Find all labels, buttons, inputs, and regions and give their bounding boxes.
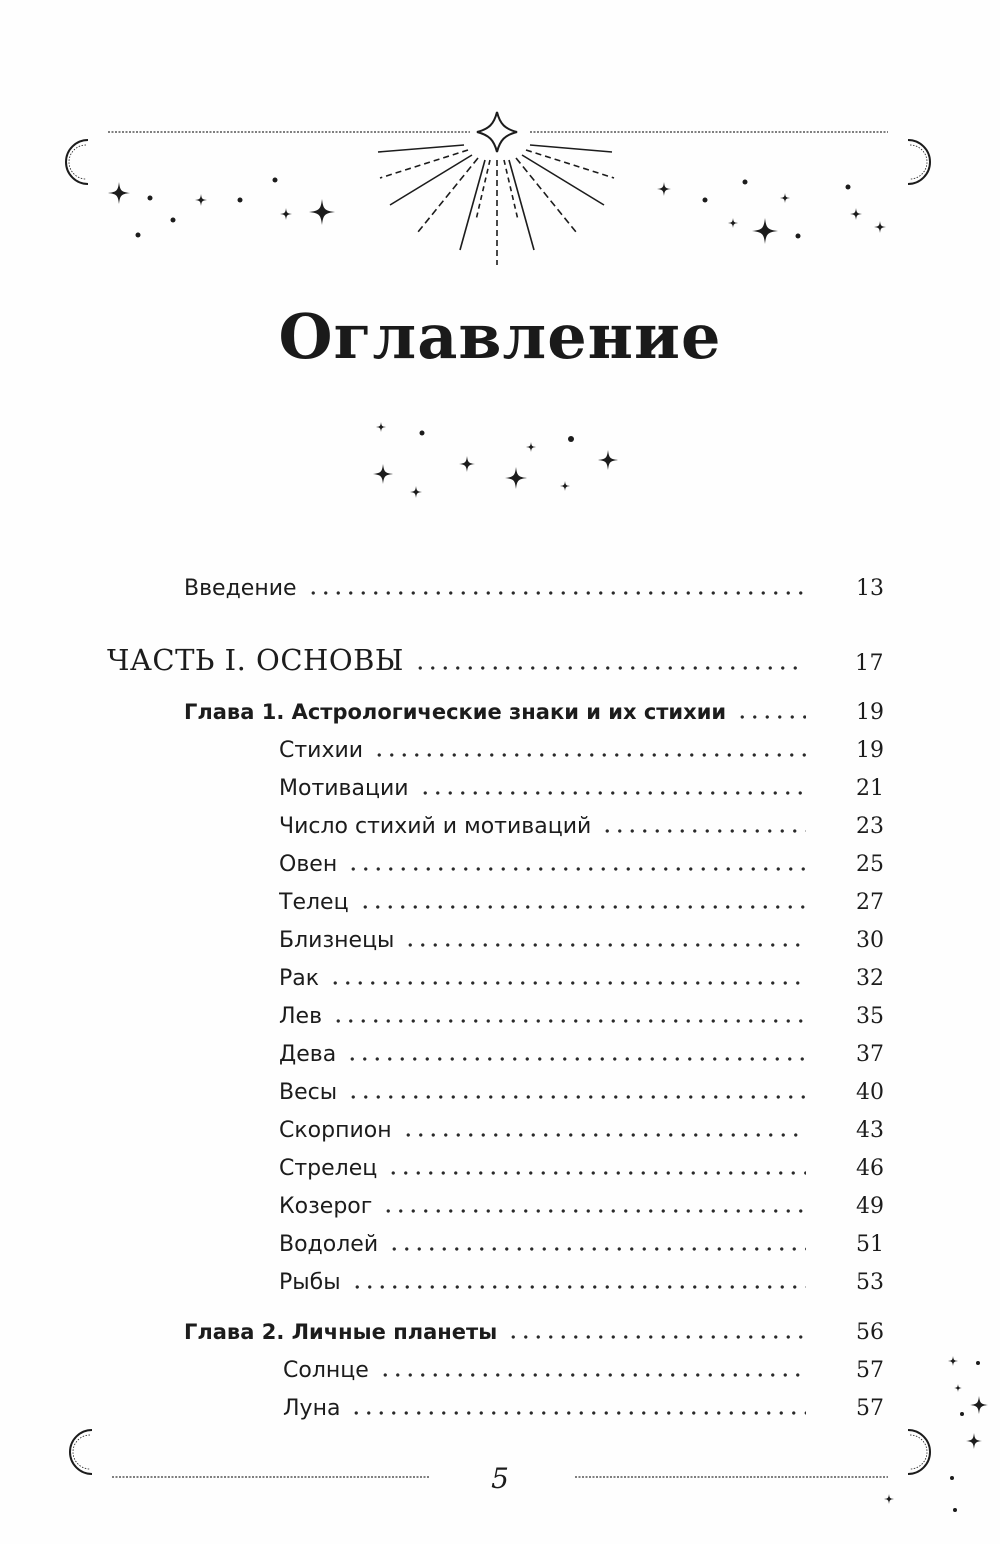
toc-entry-chapter-1[interactable] [184, 700, 884, 738]
toc-label: Близнецы [279, 928, 404, 953]
toc-entry-taurus[interactable] [279, 890, 884, 928]
toc-label: Луна [283, 1396, 350, 1421]
crescent-moon-icon [66, 140, 88, 184]
dot-leader [379, 1373, 806, 1377]
toc-page: 19 [856, 738, 884, 763]
toc-entry-leo[interactable] [279, 1004, 884, 1042]
toc-label: Овен [279, 852, 347, 877]
toc-page: 43 [856, 1118, 884, 1143]
crescent-moon-icon [908, 140, 930, 184]
toc-page: 30 [856, 928, 884, 953]
dot-leader [346, 1057, 806, 1061]
dot-leader [373, 753, 806, 757]
toc-page: 46 [856, 1156, 884, 1181]
sun-rays-ornament [378, 145, 614, 265]
toc-page: 17 [855, 651, 884, 676]
toc-label: Солнце [283, 1358, 379, 1383]
toc-page: 56 [856, 1320, 884, 1345]
toc-page: 21 [856, 776, 884, 801]
dot-leader [414, 666, 806, 670]
toc-page: 25 [856, 852, 884, 877]
dot-leader [388, 1247, 806, 1251]
dot-leader [736, 715, 806, 719]
dot-leader [404, 943, 806, 947]
toc-label: Козерог [279, 1194, 382, 1219]
toc-label: Весы [279, 1080, 347, 1105]
dot-leader [359, 905, 806, 909]
dot-leader [347, 1095, 806, 1099]
toc-page: 37 [856, 1042, 884, 1067]
dot-leader [387, 1171, 806, 1175]
star-dot-icon [108, 178, 886, 245]
toc-label: Дева [279, 1042, 346, 1067]
toc-entry-number-of-elements[interactable] [279, 814, 884, 852]
toc-entry-introduction[interactable] [184, 576, 884, 614]
toc-page: 32 [856, 966, 884, 991]
toc-page: 51 [856, 1232, 884, 1257]
star-dot-icon [373, 422, 618, 498]
toc-page: 23 [856, 814, 884, 839]
toc-entry-aries[interactable] [279, 852, 884, 890]
toc-label: Введение [184, 576, 307, 601]
toc-label: Скорпион [279, 1118, 402, 1143]
dot-leader [347, 867, 806, 871]
toc-entry-sagittarius[interactable] [279, 1156, 884, 1194]
toc-entry-cancer[interactable] [279, 966, 884, 1004]
dot-leader [351, 1285, 806, 1289]
toc-label: Телец [279, 890, 359, 915]
toc-page: 35 [856, 1004, 884, 1029]
toc-page: 40 [856, 1080, 884, 1105]
toc-entry-chapter-2[interactable] [184, 1320, 884, 1358]
toc-entry-part-1[interactable] [107, 643, 884, 689]
toc-label: Стихии [279, 738, 373, 763]
dot-leader [601, 829, 806, 833]
toc-entry-sun[interactable] [283, 1358, 884, 1396]
toc-entry-gemini[interactable] [279, 928, 884, 966]
toc-entry-pisces[interactable] [279, 1270, 884, 1308]
toc-label: Глава 1. Астрологические знаки и их стихии [184, 700, 736, 724]
dot-leader [332, 1019, 806, 1023]
dot-leader [507, 1335, 806, 1339]
dot-leader [350, 1411, 806, 1415]
toc-entry-motivations[interactable] [279, 776, 884, 814]
toc-label: Число стихий и мотиваций [279, 814, 601, 839]
dot-leader [382, 1209, 806, 1213]
toc-page: 53 [856, 1270, 884, 1295]
toc-label: Водолей [279, 1232, 388, 1257]
toc-entry-libra[interactable] [279, 1080, 884, 1118]
toc-label: Рак [279, 966, 329, 991]
toc-page: 49 [856, 1194, 884, 1219]
toc-entry-elements[interactable] [279, 738, 884, 776]
toc-page: 57 [856, 1358, 884, 1383]
toc-label: Мотивации [279, 776, 419, 801]
toc-entry-virgo[interactable] [279, 1042, 884, 1080]
toc-page: 27 [856, 890, 884, 915]
dot-leader [329, 981, 806, 985]
page-number: 5 [491, 1462, 509, 1495]
dot-leader [419, 791, 806, 795]
toc-label: Лев [279, 1004, 332, 1029]
dot-leader [402, 1133, 806, 1137]
toc-entry-aquarius[interactable] [279, 1232, 884, 1270]
four-point-star-icon [477, 112, 517, 152]
page-title: Оглавление [278, 300, 722, 373]
dot-leader [307, 591, 806, 595]
toc-page: 57 [856, 1396, 884, 1421]
toc-label: ЧАСТЬ I. ОСНОВЫ [107, 643, 414, 677]
toc-page: 13 [856, 576, 884, 601]
toc-label: Глава 2. Личные планеты [184, 1320, 507, 1344]
toc-entry-scorpio[interactable] [279, 1118, 884, 1156]
toc-label: Рыбы [279, 1270, 351, 1295]
toc-page: 19 [856, 700, 884, 725]
toc-entry-moon[interactable] [283, 1396, 884, 1434]
toc-entry-capricorn[interactable] [279, 1194, 884, 1232]
toc-label: Стрелец [279, 1156, 387, 1181]
